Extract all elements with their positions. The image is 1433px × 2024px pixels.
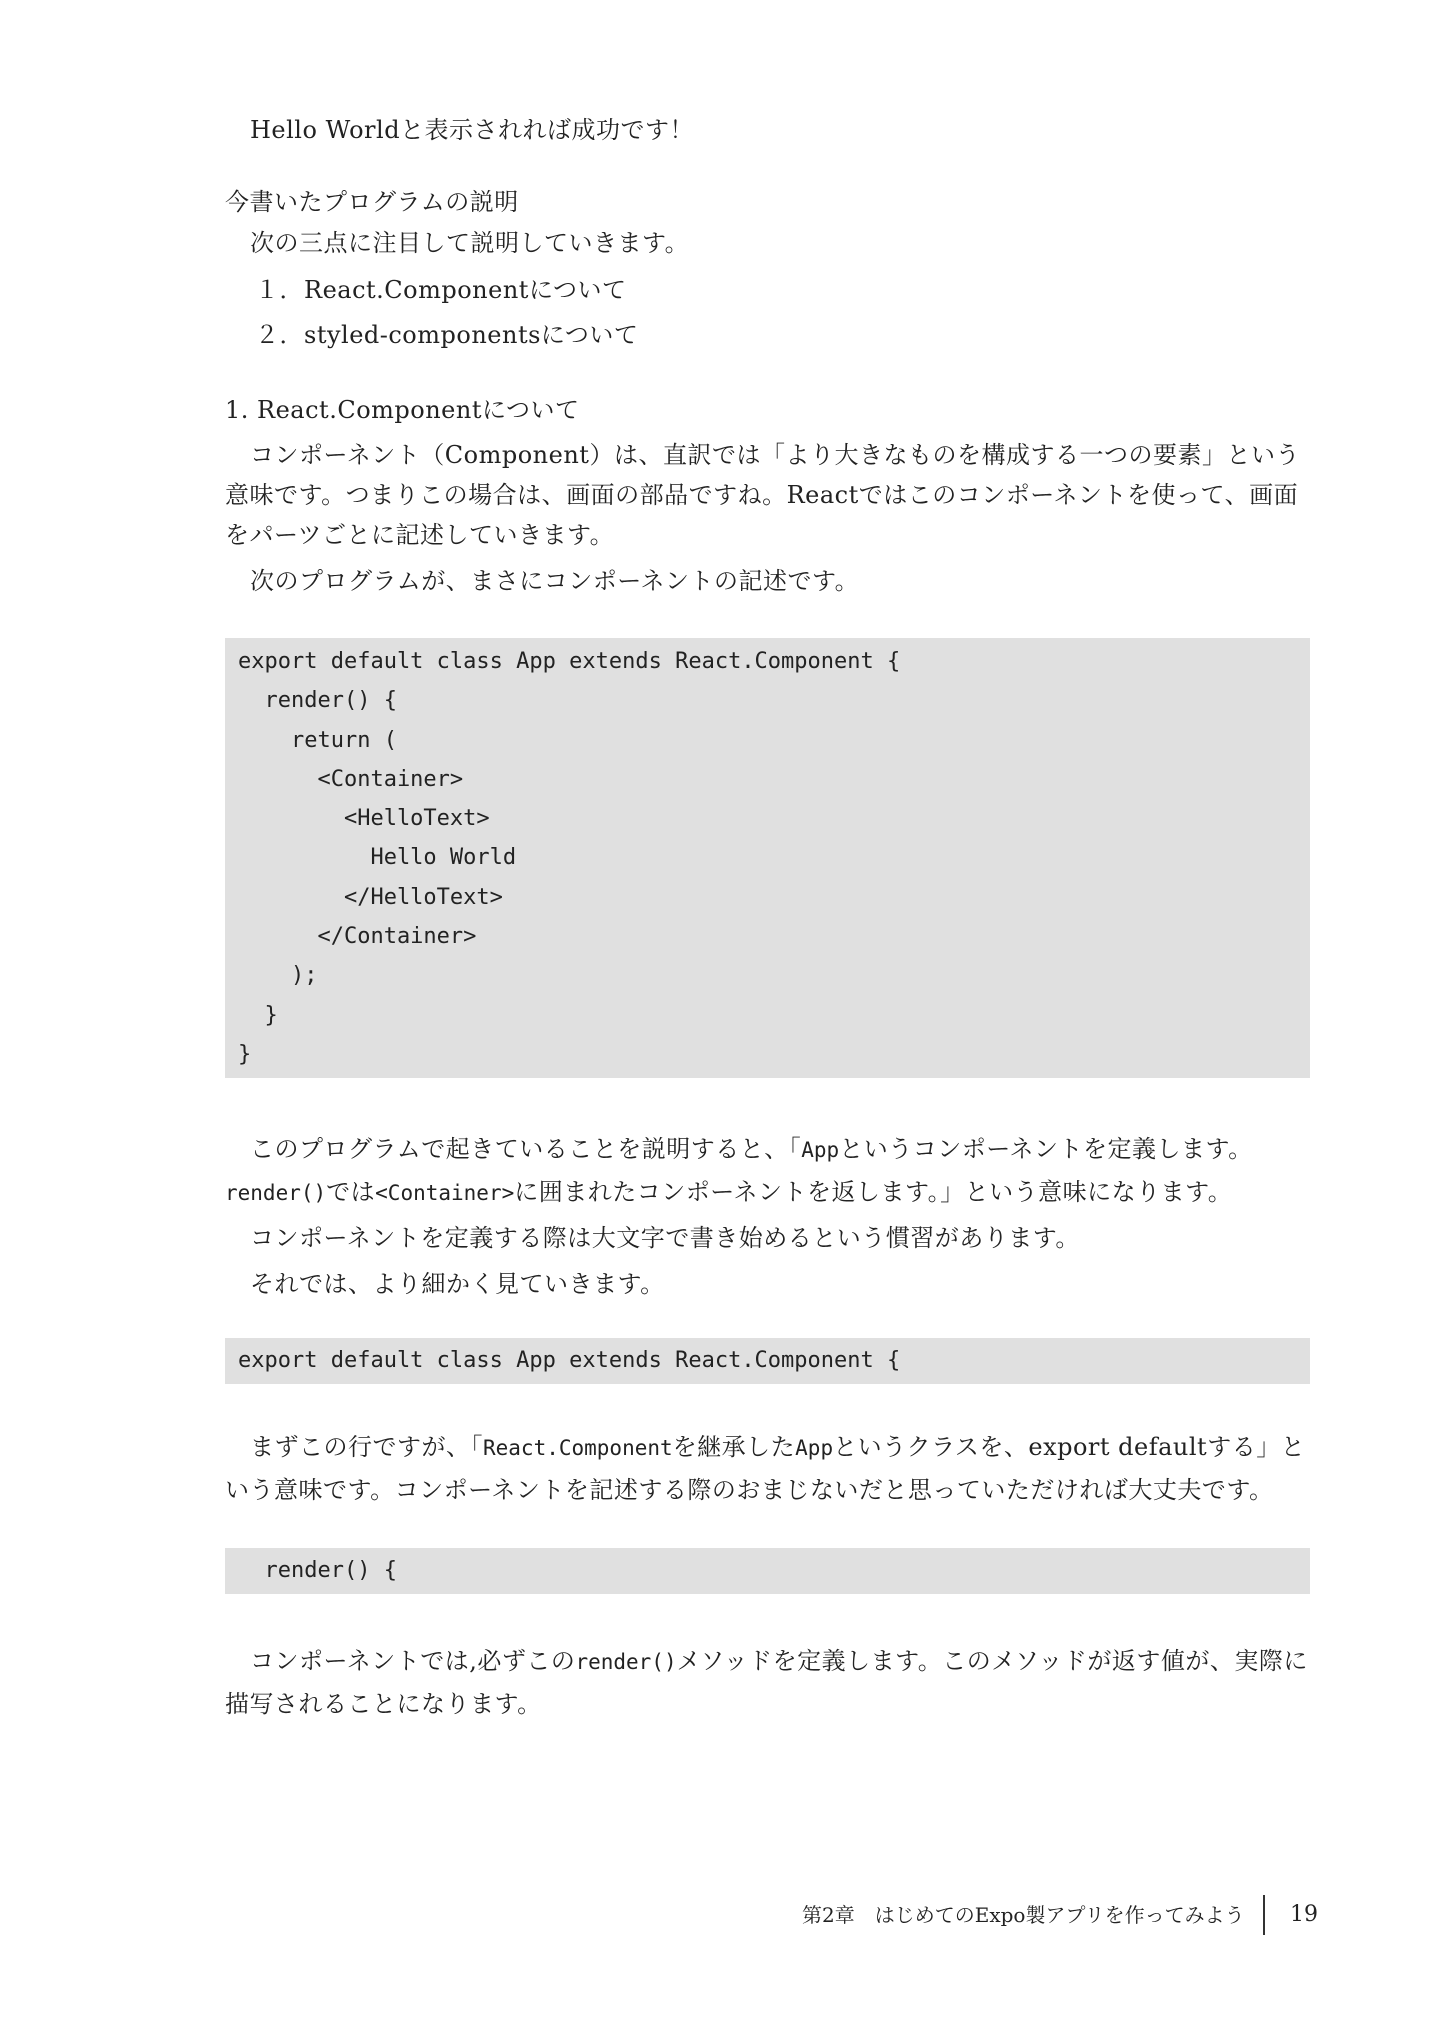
text-run: を継承した	[672, 1433, 796, 1461]
code-line: export default class App extends React.Component {	[238, 649, 901, 674]
text-run: このプログラムで起きていることを説明すると、「	[250, 1135, 802, 1163]
code-line: }	[238, 1041, 252, 1067]
inline-code-container: <Container>	[375, 1181, 515, 1205]
list-item: ２．styled-componentsについて	[255, 321, 639, 349]
success-message: Hello Worldと表示されれば成功です！	[250, 116, 695, 144]
text-run: メソッドを定義します。このメソッドが返す値が、実際に描写されることになります。	[225, 1647, 1308, 1718]
text-run: コンポーネントでは,必ずこの	[250, 1647, 576, 1675]
inline-code-app: App	[795, 1436, 834, 1460]
code-line: <Container>	[238, 766, 464, 792]
component-program-paragraph: 次のプログラムが、まさにコンポーネントの記述です。	[250, 567, 860, 595]
code-line: export default class App extends React.Component {	[238, 1348, 901, 1373]
text-run: というクラスを、export defaultする」という意味です。コンポーネントを記述する際のおまじないだと思っていただければ大丈夫です。	[225, 1433, 1306, 1504]
detail-intro-paragraph: それでは、より細かく見ていきます。	[250, 1270, 665, 1298]
component-definition-paragraph: コンポーネント（Component）は、直訳では「より大きなものを構成する一つの要素」という意味です。つまりこの場合は、画面の部品ですね。Reactではこのコンポーネントを使って、画面をパーツごとに記述していきます。	[225, 441, 1300, 549]
intro-paragraph: 次の三点に注目して説明していきます。	[250, 229, 690, 257]
class-line-explanation-paragraph	[225, 1426, 1310, 1511]
explanation-heading: 今書いたプログラムの説明	[225, 188, 519, 216]
inline-code-app: App	[801, 1138, 840, 1162]
code-line: <HelloText>	[238, 806, 490, 832]
code-line: render() {	[238, 688, 397, 714]
list-item: １．React.Componentについて	[255, 276, 627, 304]
inline-code-render: render()	[575, 1650, 677, 1674]
program-explanation-paragraph	[225, 1128, 1310, 1214]
inline-code-render: render()	[225, 1181, 327, 1205]
code-line: </HelloText>	[238, 884, 503, 910]
text-run: では	[326, 1178, 376, 1206]
render-method-explanation-paragraph	[225, 1640, 1310, 1725]
capital-letter-convention-paragraph: コンポーネントを定義する際は大文字で書き始めるという慣習があります。	[250, 1224, 1080, 1252]
code-line: Hello World	[238, 845, 517, 871]
footer-chapter-title: 第2章 はじめてのExpo製アプリを作ってみよう	[802, 1903, 1245, 1927]
inline-code-react-component: React.Component	[483, 1436, 673, 1460]
code-line: </Container>	[238, 924, 477, 950]
code-block-class-line	[225, 1338, 1310, 1384]
section-heading: 1. React.Componentについて	[225, 396, 580, 424]
page-number: 19	[1290, 1902, 1318, 1927]
code-line: );	[238, 963, 318, 989]
text-run: に囲まれたコンポーネントを返します。」という意味になります。	[514, 1178, 1233, 1206]
code-block-app-component	[225, 638, 1310, 1078]
text-run: というコンポーネントを定義します。	[839, 1135, 1253, 1163]
code-line: render() {	[238, 1558, 397, 1583]
code-line: return (	[238, 727, 397, 753]
code-line: }	[238, 1002, 278, 1028]
text-run: まずこの行ですが、「	[250, 1433, 483, 1461]
code-block-render-line	[225, 1548, 1310, 1594]
footer-divider	[1263, 1895, 1265, 1935]
